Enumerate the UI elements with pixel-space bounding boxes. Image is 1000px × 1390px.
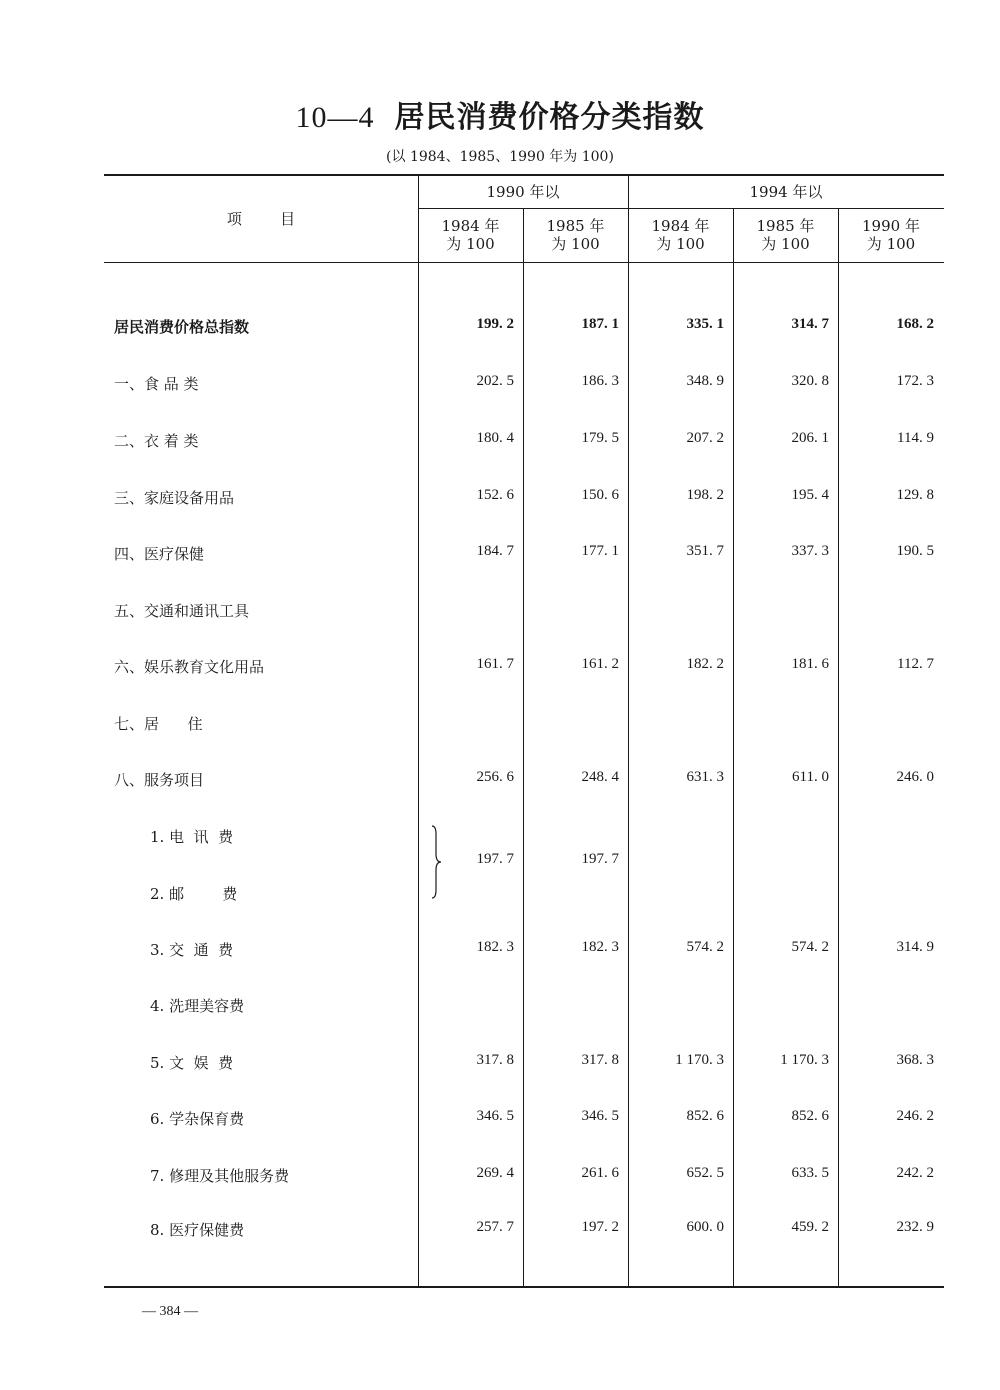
cell: 197. 7 — [581, 851, 619, 867]
cell: 314. 7 — [791, 316, 829, 332]
header-item-label: 项 目 — [226, 210, 296, 228]
row-label-beauty-fee: 4. 洗理美容费 — [150, 997, 245, 1015]
row-label-medical-fee: 8. 医疗保健费 — [150, 1221, 245, 1239]
cell: 574. 2 — [791, 939, 829, 955]
row-label-housing: 七、居 住 — [114, 715, 203, 733]
cell: 652. 5 — [686, 1165, 724, 1181]
cell: 246. 2 — [896, 1108, 934, 1124]
row-label-services: 八、服务项目 — [114, 771, 205, 789]
cell: 346. 5 — [476, 1108, 514, 1124]
cell: 197. 2 — [581, 1219, 619, 1235]
header-group-1994: 1994 年以 — [749, 183, 823, 201]
row-label-transport-fee: 3. 交 通 费 — [150, 941, 234, 959]
cell: 246. 0 — [896, 769, 934, 785]
cell: 198. 2 — [686, 487, 724, 503]
cell: 150. 6 — [581, 487, 619, 503]
cell: 184. 7 — [476, 543, 514, 559]
cell: 161. 7 — [476, 656, 514, 672]
cell: 351. 7 — [686, 543, 724, 559]
cell: 314. 9 — [896, 939, 934, 955]
cell: 368. 3 — [896, 1052, 934, 1068]
header-col-1990-1984: 1984 年 为 100 — [441, 217, 500, 253]
row-label-entertainment-fee: 5. 文 娱 费 — [150, 1054, 234, 1072]
cell: 256. 6 — [476, 769, 514, 785]
cell: 574. 2 — [686, 939, 724, 955]
table-title: 居民消费价格分类指数 — [394, 100, 705, 135]
cell: 182. 3 — [476, 939, 514, 955]
cell: 207. 2 — [686, 430, 724, 446]
cell: 181. 6 — [791, 656, 829, 672]
cell: 852. 6 — [686, 1108, 724, 1124]
row-label-recreation: 六、娱乐教育文化用品 — [114, 658, 265, 676]
table-bottom-rule — [104, 1286, 944, 1288]
cell: 195. 4 — [791, 487, 829, 503]
row-label-telecom-fee: 1. 电 讯 费 — [150, 828, 234, 846]
cell: 199. 2 — [476, 316, 514, 332]
cell: 335. 1 — [686, 316, 724, 332]
cell: 337. 3 — [791, 543, 829, 559]
cell: 180. 4 — [476, 430, 514, 446]
cell: 182. 2 — [686, 656, 724, 672]
cell: 317. 8 — [476, 1052, 514, 1068]
cell: 179. 5 — [581, 430, 619, 446]
cell: 1 170. 3 — [780, 1052, 829, 1068]
row-label-total-index: 居民消费价格总指数 — [114, 318, 250, 336]
header-group-rule — [418, 208, 944, 209]
cell: 190. 5 — [896, 543, 934, 559]
cell: 257. 7 — [476, 1219, 514, 1235]
row-label-clothing: 二、衣 着 类 — [114, 432, 199, 450]
table-number: 10—4 — [295, 101, 375, 134]
row-label-household: 三、家庭设备用品 — [114, 489, 235, 507]
cell: 1 170. 3 — [675, 1052, 724, 1068]
cell: 232. 9 — [896, 1219, 934, 1235]
header-group-1990: 1990 年以 — [486, 183, 560, 201]
cell: 611. 0 — [792, 769, 829, 785]
cell: 261. 6 — [581, 1165, 619, 1181]
cell: 852. 6 — [791, 1108, 829, 1124]
row-label-healthcare: 四、医疗保健 — [114, 545, 205, 563]
header-col-1994-1985: 1985 年 为 100 — [756, 217, 815, 253]
cell: 206. 1 — [791, 430, 829, 446]
cell: 112. 7 — [897, 656, 934, 672]
row-label-postal-fee: 2. 邮 费 — [150, 885, 238, 903]
page-number: — 384 — — [142, 1304, 198, 1319]
cell: 242. 2 — [896, 1165, 934, 1181]
cell: 182. 3 — [581, 939, 619, 955]
cell: 168. 2 — [896, 316, 934, 332]
column-rule — [523, 208, 524, 1287]
header-bottom-rule — [104, 262, 944, 263]
cell: 600. 0 — [686, 1219, 724, 1235]
cell: 459. 2 — [791, 1219, 829, 1235]
cell: 114. 9 — [897, 430, 934, 446]
cell: 186. 3 — [581, 373, 619, 389]
cell: 161. 2 — [581, 656, 619, 672]
cell: 177. 1 — [581, 543, 619, 559]
cell: 152. 6 — [476, 487, 514, 503]
header-col-1994-1990: 1990 年 为 100 — [862, 217, 920, 253]
table-top-rule — [104, 174, 944, 176]
cell: 197. 7 — [476, 851, 514, 867]
cell: 633. 5 — [791, 1165, 829, 1181]
table-subtitle: (以 1984、1985、1990 年为 100) — [386, 149, 614, 165]
cell: 631. 3 — [686, 769, 724, 785]
column-rule — [838, 208, 839, 1287]
cell: 129. 8 — [896, 487, 934, 503]
cell: 346. 5 — [581, 1108, 619, 1124]
cell: 317. 8 — [581, 1052, 619, 1068]
row-label-tuition-fee: 6. 学杂保育费 — [150, 1110, 245, 1128]
row-label-repair-fee: 7. 修理及其他服务费 — [150, 1167, 290, 1185]
row-label-food: 一、食 品 类 — [114, 375, 199, 393]
cell: 320. 8 — [791, 373, 829, 389]
column-rule — [733, 208, 734, 1287]
cell: 348. 9 — [686, 373, 724, 389]
page-title — [0, 92, 1000, 136]
cell: 269. 4 — [476, 1165, 514, 1181]
header-col-1994-1984: 1984 年 为 100 — [651, 217, 710, 253]
cell: 202. 5 — [476, 373, 514, 389]
cell: 187. 1 — [581, 316, 619, 332]
cell: 248. 4 — [581, 769, 619, 785]
header-col-1990-1985: 1985 年 为 100 — [546, 217, 605, 253]
cell: 172. 3 — [896, 373, 934, 389]
row-label-transport-comm: 五、交通和通讯工具 — [114, 602, 250, 620]
